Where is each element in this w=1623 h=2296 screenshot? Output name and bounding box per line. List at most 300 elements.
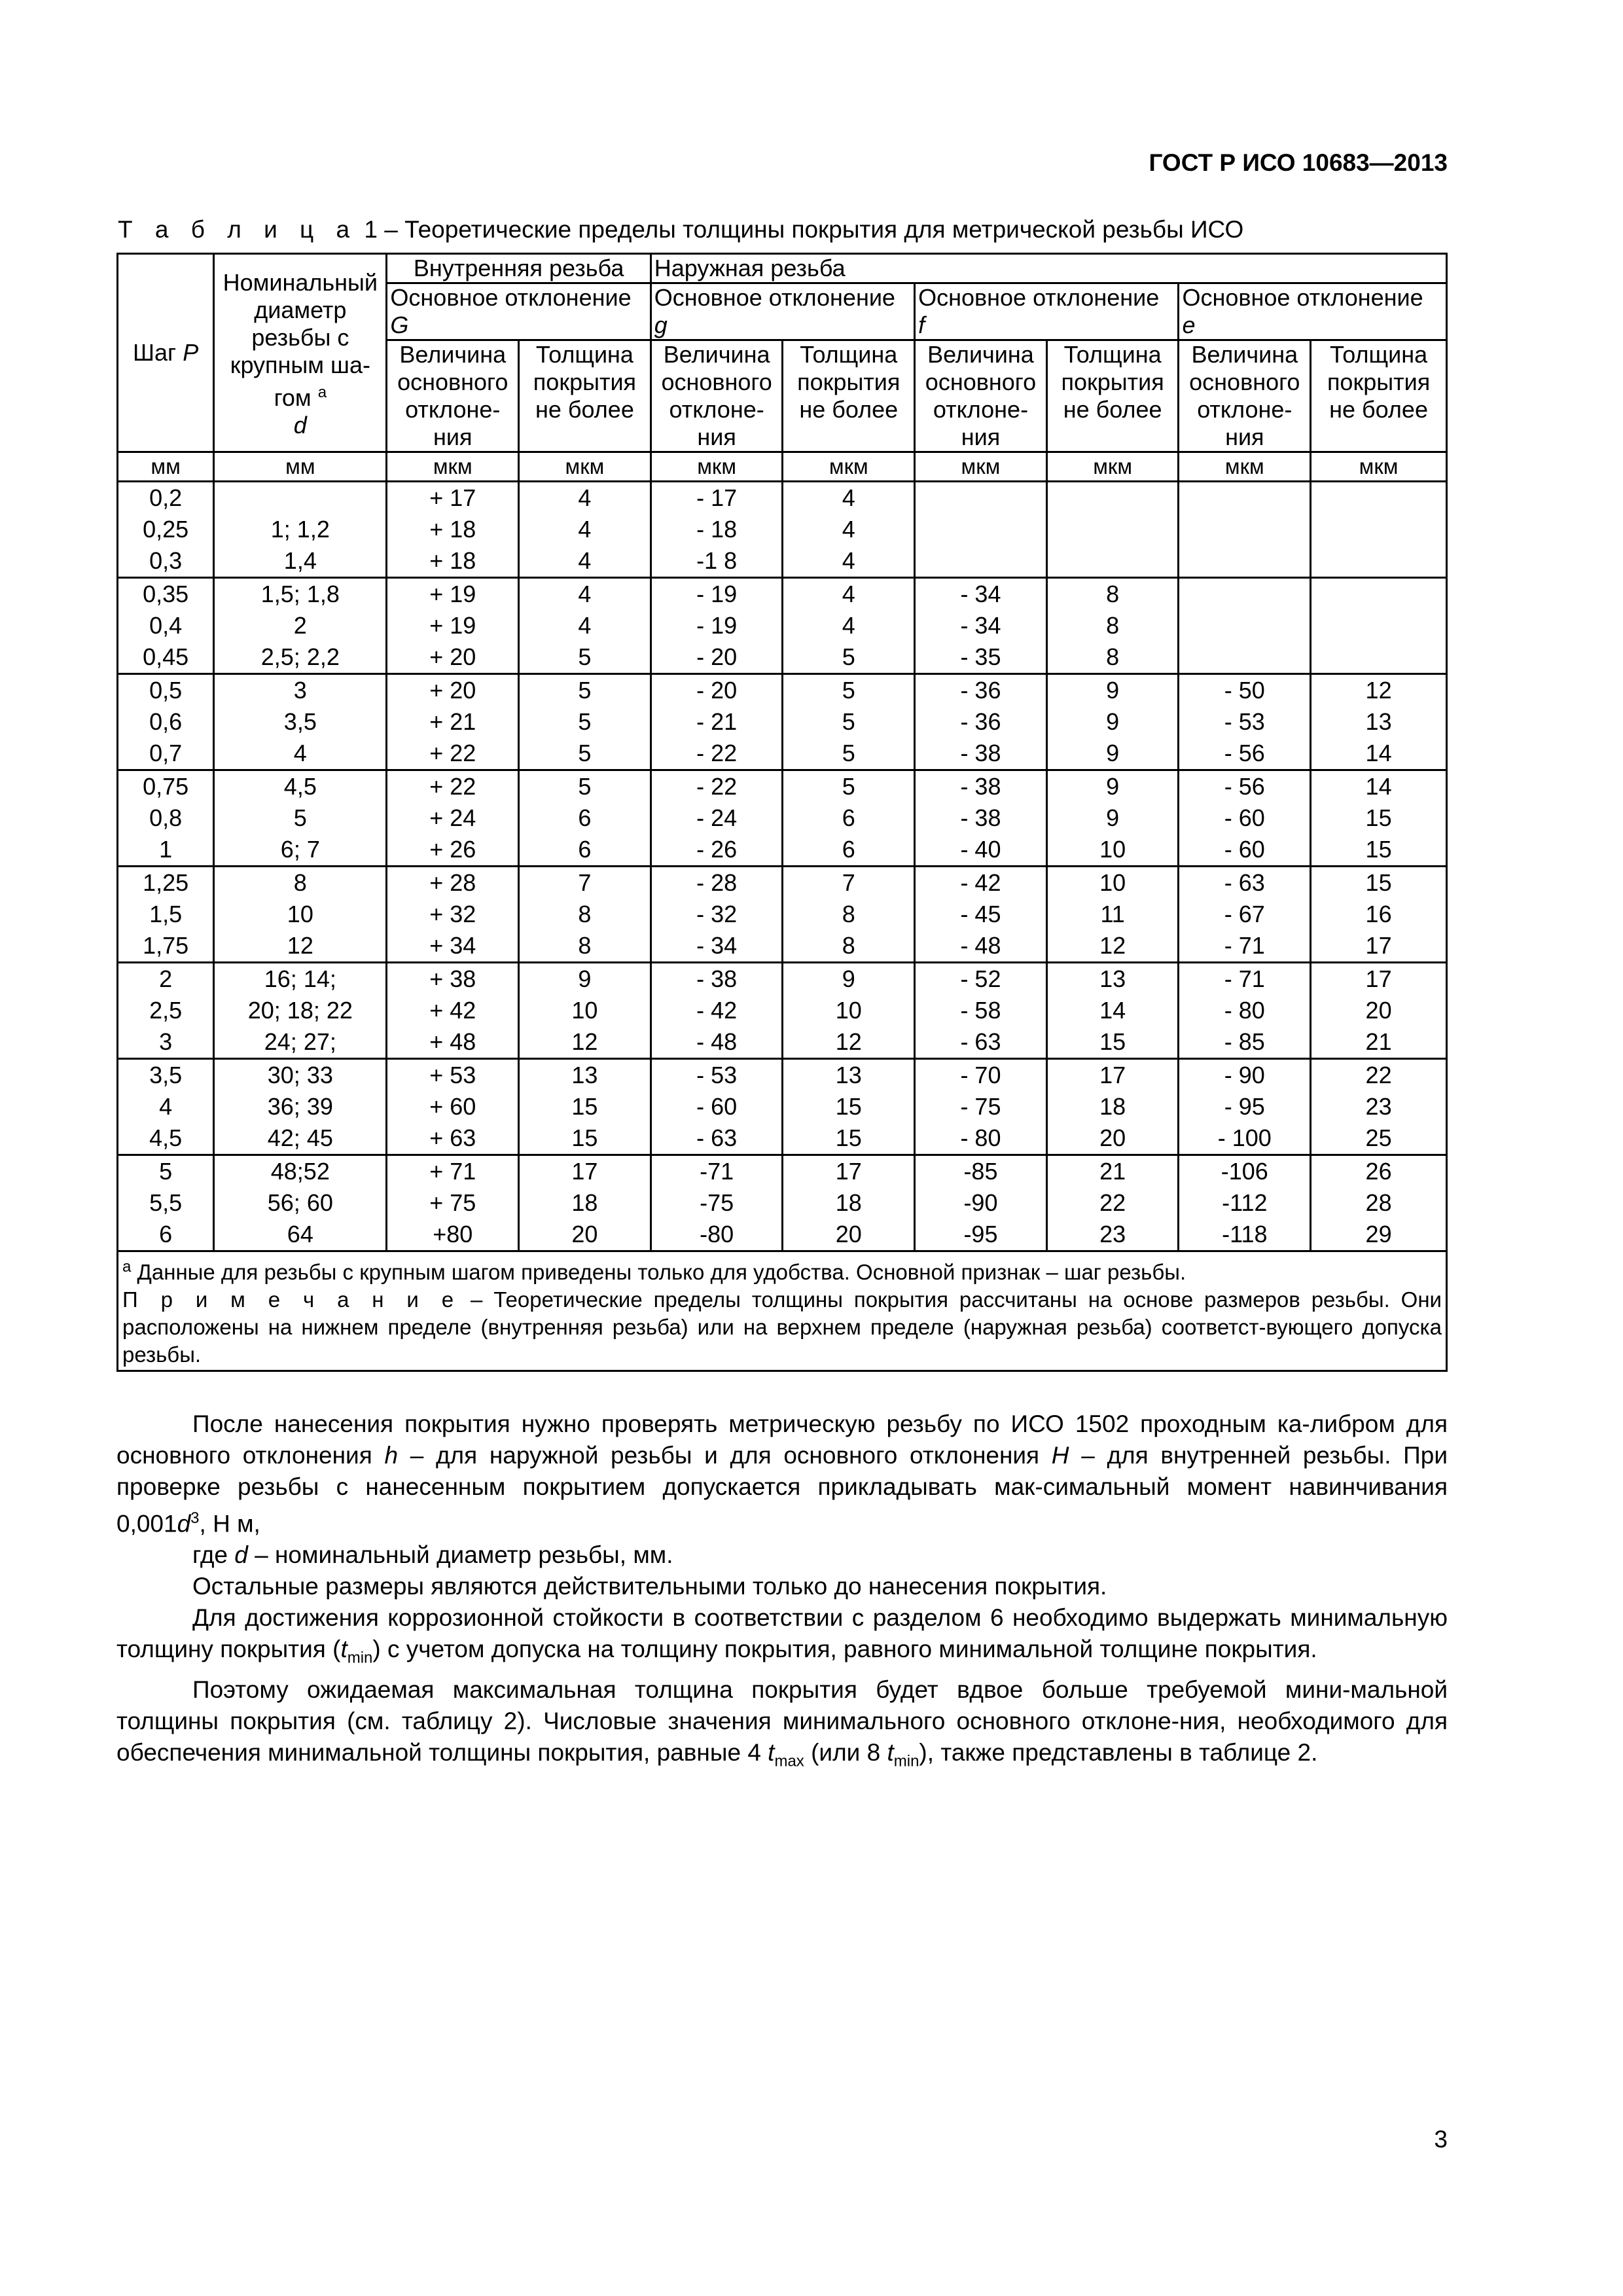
cell-value: - 75 <box>960 1093 1001 1120</box>
cell-value: 5 <box>842 708 855 735</box>
cell-g-t <box>783 770 915 867</box>
cell-value: 56; 60 <box>267 1189 333 1216</box>
cell-value: 2 <box>293 612 307 639</box>
cell-value: 5 <box>293 804 307 831</box>
cell-value: - 22 <box>696 773 738 800</box>
cell-value: 0,5 <box>149 677 183 704</box>
cell-value: - 17 <box>696 484 738 511</box>
cell-value: - 48 <box>960 932 1001 959</box>
cell-g-dev <box>651 482 783 578</box>
cell-value: - 56 <box>1224 773 1265 800</box>
cell-value: - 67 <box>1224 901 1265 927</box>
cell-e-dev <box>1179 482 1311 578</box>
cell-value: - 48 <box>696 1028 738 1055</box>
cell-value: 30; 33 <box>267 1062 333 1088</box>
cell-value: 48;52 <box>270 1158 330 1185</box>
cell-value: 2,5 <box>149 997 183 1024</box>
cell-f-t <box>1046 674 1179 770</box>
cell-value: 4 <box>578 547 592 574</box>
cell-value: - 63 <box>696 1124 738 1151</box>
cell-d <box>214 482 387 578</box>
cell-value: 4,5 <box>149 1124 183 1151</box>
cell-value: 7 <box>578 869 592 896</box>
cell-f-dev <box>915 482 1047 578</box>
cell-value: - 32 <box>696 901 738 927</box>
cell-value: 5 <box>842 740 855 766</box>
cell-value <box>1314 514 1443 545</box>
cell-value: +80 <box>433 1221 473 1247</box>
cell-value: 8 <box>1106 581 1120 607</box>
cell-e-dev <box>1179 770 1311 867</box>
header-thickness-f: Толщина покрытия не более <box>1046 340 1179 452</box>
cell-value: 18 <box>1099 1093 1126 1120</box>
cell-value: 2 <box>159 965 173 992</box>
cell-value: 28 <box>1365 1189 1392 1216</box>
cell-value: 13 <box>1099 965 1126 992</box>
cell-value: 12 <box>287 932 313 959</box>
cell-value: 6 <box>842 836 855 863</box>
header-value-f: Величина основного отклоне- ния <box>915 340 1047 452</box>
cell-value <box>1182 641 1307 673</box>
cell-value: 21 <box>1365 1028 1392 1055</box>
cell-e-t <box>1311 867 1447 963</box>
table-caption-label: Т а б л и ц а <box>118 216 358 243</box>
cell-value: + 28 <box>429 869 476 896</box>
cell-f-dev <box>915 867 1047 963</box>
cell-value: - 71 <box>1224 932 1265 959</box>
unit-cell: мкм <box>783 452 915 482</box>
cell-g-t <box>519 963 651 1059</box>
cell-value: 14 <box>1099 997 1126 1024</box>
cell-value: - 80 <box>1224 997 1265 1024</box>
cell-value: 5 <box>842 643 855 670</box>
cell-e-t <box>1311 578 1447 674</box>
cell-value <box>1050 545 1175 577</box>
cell-value: + 18 <box>429 516 476 543</box>
cell-g-t <box>783 867 915 963</box>
cell-value: - 90 <box>1224 1062 1265 1088</box>
cell-g-t <box>783 482 915 578</box>
cell-value: 22 <box>1365 1062 1392 1088</box>
cell-value <box>1050 482 1175 514</box>
cell-value: + 71 <box>429 1158 476 1185</box>
cell-f-dev <box>915 1155 1047 1251</box>
cell-value: 0,35 <box>143 581 189 607</box>
cell-value: 4 <box>842 516 855 543</box>
cell-value: + 60 <box>429 1093 476 1120</box>
cell-f-t <box>1046 867 1179 963</box>
document-code: ГОСТ Р ИСО 10683—2013 <box>1149 149 1448 176</box>
cell-value: 10 <box>835 997 862 1024</box>
paragraph-corrosion: Для достижения коррозионной стойкости в соответствии с разделом 6 необходимо выдержать минимальную толщину покрытия $(t_{min})$ с учетом допуска на толщину покрытия, равного минимальной толщине покрытия. <box>116 1604 1448 1667</box>
cell-g-t <box>519 1155 651 1251</box>
cell-pitch <box>118 674 214 770</box>
header-deviation-G: Основное отклонение G <box>387 283 651 340</box>
cell-value: - 50 <box>1224 677 1265 704</box>
cell-value: - 34 <box>960 612 1001 639</box>
cell-value <box>918 545 1043 577</box>
cell-f-dev <box>915 578 1047 674</box>
header-thickness-e: Толщина покрытия не более <box>1311 340 1447 452</box>
table-note-row <box>118 1251 1447 1371</box>
header-deviation-f: Основное отклонение f <box>915 283 1179 340</box>
cell-value: 11 <box>1100 901 1125 927</box>
cell-value <box>1314 482 1443 514</box>
cell-g-t <box>783 1059 915 1155</box>
cell-value: 18 <box>835 1189 862 1216</box>
cell-f-t <box>1046 1155 1179 1251</box>
header-external-thread: Наружная резьба <box>651 254 1446 283</box>
cell-value: 12 <box>1365 677 1392 704</box>
cell-value: 26 <box>1365 1158 1392 1185</box>
cell-g-t <box>783 963 915 1059</box>
cell-value: 20 <box>1099 1124 1126 1151</box>
cell-f-t <box>1046 1059 1179 1155</box>
cell-value: 9 <box>1106 708 1120 735</box>
cell-value: - 34 <box>960 581 1001 607</box>
cell-value: 29 <box>1365 1221 1392 1247</box>
cell-value: 4 <box>578 484 592 511</box>
cell-value: 17 <box>571 1158 598 1185</box>
cell-g-t <box>519 770 651 867</box>
cell-value: - 19 <box>696 612 738 639</box>
cell-value: -1 8 <box>696 547 738 574</box>
cell-value: + 75 <box>429 1189 476 1216</box>
cell-pitch <box>118 1059 214 1155</box>
cell-e-dev <box>1179 578 1311 674</box>
unit-cell: мкм <box>1179 452 1311 482</box>
cell-g-dev <box>387 1059 519 1155</box>
cell-e-t <box>1311 963 1447 1059</box>
cell-value: 3 <box>293 677 307 704</box>
cell-value: 6 <box>578 804 592 831</box>
cell-value: 9 <box>578 965 592 992</box>
header-thickness-G: Толщина покрытия не более <box>519 340 651 452</box>
cell-value: 20 <box>571 1221 598 1247</box>
cell-value: 15 <box>1365 836 1392 863</box>
cell-value: 1,5; 1,8 <box>260 581 340 607</box>
header-value-g: Величина основного отклоне- ния <box>651 340 783 452</box>
cell-value: - 21 <box>696 708 738 735</box>
cell-value: 4 <box>842 547 855 574</box>
cell-value <box>1314 641 1443 673</box>
cell-value: 4 <box>578 516 592 543</box>
cell-value: + 63 <box>429 1124 476 1151</box>
cell-value: + 32 <box>429 901 476 927</box>
unit-cell: мкм <box>387 452 519 482</box>
table-row-group <box>118 963 1447 1059</box>
cell-d <box>214 1155 387 1251</box>
header-deviation-e: Основное отклонение e <box>1179 283 1447 340</box>
cell-f-t <box>1046 963 1179 1059</box>
table-footnote: $^a$ Данные для резьбы с крупным шагом приведены только для удобства. Основной признак – шаг резьбы. <box>122 1258 1186 1284</box>
cell-value: 17 <box>1365 965 1392 992</box>
cell-e-t <box>1311 674 1447 770</box>
cell-value: - 28 <box>696 869 738 896</box>
paragraph-max-thickness: Поэтому ожидаемая максимальная толщина покрытия будет вдвое больше требуемой мини-мальной толщины покрытия (см. таблицу 2). Числовые значения минимального основного отклоне-ния, необходимого для обеспечения минимальной толщины покрытия, равные 4 $t_{max}$ (или 8 $t_{min}$), также представлены в таблице 2. <box>116 1676 1448 1770</box>
cell-value: - 26 <box>696 836 738 863</box>
units-row <box>118 452 1447 482</box>
cell-value: 15 <box>835 1093 862 1120</box>
cell-value <box>1314 610 1443 641</box>
cell-value: + 38 <box>429 965 476 992</box>
cell-d <box>214 1059 387 1155</box>
header-value-e: Величина основного отклоне- ния <box>1179 340 1311 452</box>
cell-value: -118 <box>1222 1221 1268 1247</box>
cell-value: 5 <box>578 740 592 766</box>
cell-value: 21 <box>1099 1158 1126 1185</box>
cell-value: 0,4 <box>149 612 183 639</box>
cell-g-t <box>783 674 915 770</box>
cell-value: 9 <box>1106 677 1120 704</box>
cell-value: 12 <box>835 1028 862 1055</box>
cell-value: 13 <box>1365 708 1392 735</box>
cell-value: 17 <box>1099 1062 1126 1088</box>
cell-value: - 80 <box>960 1124 1001 1151</box>
cell-e-t <box>1311 1059 1447 1155</box>
cell-value <box>1182 514 1307 545</box>
cell-value: 16 <box>1365 901 1392 927</box>
cell-value: 10 <box>571 997 598 1024</box>
cell-value: 3 <box>159 1028 173 1055</box>
cell-value: 20 <box>835 1221 862 1247</box>
cell-value: 7 <box>842 869 855 896</box>
cell-value: 24; 27; <box>264 1028 336 1055</box>
paragraph-other-dimensions: Остальные размеры являются действительными только до нанесения покрытия. <box>192 1573 1107 1600</box>
table-note: П р и м е ч а н и е – Теоретические пределы толщины покрытия рассчитаны на основе размеров резьбы. Они расположены на нижнем пределе (внутренняя резьба) или на верхнем пределе (наружная резьба) соответст-вующего допуска резьбы. <box>122 1287 1442 1367</box>
cell-e-t <box>1311 482 1447 578</box>
cell-value: 9 <box>1106 773 1120 800</box>
cell-value: - 56 <box>1224 740 1265 766</box>
cell-value: - 34 <box>696 932 738 959</box>
cell-value: 15 <box>571 1093 598 1120</box>
cell-value: 5 <box>578 708 592 735</box>
cell-f-dev <box>915 770 1047 867</box>
cell-g-dev <box>387 578 519 674</box>
cell-value: + 48 <box>429 1028 476 1055</box>
cell-value: 15 <box>571 1124 598 1151</box>
cell-value: + 19 <box>429 612 476 639</box>
cell-value: - 38 <box>960 740 1001 766</box>
cell-value <box>1182 579 1307 610</box>
table-caption-text: 1 – Теоретические пределы толщины покрытия для метрической резьбы ИСО <box>357 216 1244 243</box>
table-caption <box>118 216 1243 243</box>
header-row-1 <box>118 254 1447 283</box>
cell-value: 8 <box>578 901 592 927</box>
cell-d <box>214 578 387 674</box>
unit-cell: мм <box>214 452 387 482</box>
cell-value <box>918 514 1043 545</box>
cell-g-dev <box>387 867 519 963</box>
cell-f-t <box>1046 482 1179 578</box>
cell-value: 23 <box>1099 1221 1126 1247</box>
cell-value: - 53 <box>1224 708 1265 735</box>
cell-value: + 18 <box>429 547 476 574</box>
cell-value: 5 <box>842 773 855 800</box>
cell-value: - 100 <box>1217 1124 1272 1151</box>
cell-value <box>1314 545 1443 577</box>
cell-value: 10 <box>1099 869 1126 896</box>
cell-value: - 36 <box>960 677 1001 704</box>
cell-value: 0,3 <box>149 547 183 574</box>
cell-value <box>1182 482 1307 514</box>
cell-value: 8 <box>842 901 855 927</box>
page-number: 3 <box>1434 2126 1448 2153</box>
cell-value: - 95 <box>1224 1093 1265 1120</box>
unit-cell: мкм <box>1311 452 1447 482</box>
cell-pitch <box>118 578 214 674</box>
cell-e-t <box>1311 1155 1447 1251</box>
cell-value: + 17 <box>429 484 476 511</box>
cell-d <box>214 770 387 867</box>
cell-value: - 60 <box>696 1093 738 1120</box>
cell-value: + 26 <box>429 836 476 863</box>
cell-f-t <box>1046 578 1179 674</box>
cell-value: 0,8 <box>149 804 183 831</box>
cell-value: 8 <box>293 869 307 896</box>
header-thickness-g: Толщина покрытия не более <box>783 340 915 452</box>
cell-value: + 53 <box>429 1062 476 1088</box>
cell-value: - 38 <box>696 965 738 992</box>
cell-value: 23 <box>1365 1093 1392 1120</box>
cell-d <box>214 674 387 770</box>
cell-value: - 20 <box>696 643 738 670</box>
cell-value: - 38 <box>960 773 1001 800</box>
cell-value: 0,2 <box>149 484 183 511</box>
cell-value: 4 <box>578 612 592 639</box>
cell-value: + 20 <box>429 643 476 670</box>
cell-value: 1,75 <box>143 932 189 959</box>
cell-f-dev <box>915 963 1047 1059</box>
table-row-group <box>118 1059 1447 1155</box>
cell-pitch <box>118 482 214 578</box>
cell-value: 15 <box>1099 1028 1126 1055</box>
cell-value: 1,25 <box>143 869 189 896</box>
cell-e-dev <box>1179 674 1311 770</box>
cell-e-t <box>1311 770 1447 867</box>
cell-value: 12 <box>1099 932 1126 959</box>
cell-g-t <box>519 482 651 578</box>
cell-value: 5 <box>159 1158 173 1185</box>
cell-value: 6; 7 <box>280 836 320 863</box>
cell-value <box>1050 514 1175 545</box>
table-row-group <box>118 1155 1447 1251</box>
header-pitch: Шаг P <box>118 254 214 452</box>
header-nominal-diameter: Номинальный диаметр резьбы с крупным ша- гом $^a$ d <box>214 254 387 452</box>
cell-f-dev <box>915 674 1047 770</box>
cell-value: 6 <box>578 836 592 863</box>
cell-value: 12 <box>571 1028 598 1055</box>
cell-value: 6 <box>842 804 855 831</box>
cell-value: 20; 18; 22 <box>247 997 353 1024</box>
cell-g-t <box>519 578 651 674</box>
cell-value: -85 <box>963 1158 998 1185</box>
cell-value: 0,25 <box>143 516 189 543</box>
header-deviation-g: Основное отклонение g <box>651 283 914 340</box>
cell-value: - 71 <box>1224 965 1265 992</box>
cell-value: 13 <box>835 1062 862 1088</box>
cell-value: 0,75 <box>143 773 189 800</box>
cell-value: - 35 <box>960 643 1001 670</box>
cell-value: - 40 <box>960 836 1001 863</box>
cell-value: 4 <box>842 581 855 607</box>
table-data-body <box>118 482 1447 1251</box>
cell-g-dev <box>387 770 519 867</box>
cell-value: -71 <box>700 1158 734 1185</box>
cell-value <box>1314 579 1443 610</box>
cell-value: - 38 <box>960 804 1001 831</box>
unit-cell: мкм <box>519 452 651 482</box>
cell-value: 9 <box>1106 804 1120 831</box>
cell-value: 8 <box>1106 612 1120 639</box>
paragraph-where-d: где d – номинальный диаметр резьбы, мм. <box>192 1541 673 1569</box>
cell-value: - 63 <box>960 1028 1001 1055</box>
cell-g-dev <box>651 578 783 674</box>
cell-g-dev <box>651 674 783 770</box>
cell-value: 14 <box>1365 740 1392 766</box>
unit-cell: мм <box>118 452 214 482</box>
table-row-group <box>118 867 1447 963</box>
cell-g-t <box>519 1059 651 1155</box>
cell-value: - 52 <box>960 965 1001 992</box>
cell-value: - 60 <box>1224 804 1265 831</box>
cell-value: - 20 <box>696 677 738 704</box>
cell-value: -95 <box>963 1221 998 1247</box>
cell-value: -90 <box>963 1189 998 1216</box>
cell-value: 16; 14; <box>264 965 336 992</box>
cell-value: 8 <box>1106 643 1120 670</box>
cell-value: 5,5 <box>149 1189 183 1216</box>
cell-value: 10 <box>287 901 313 927</box>
table-row-group <box>118 578 1447 674</box>
cell-value: - 19 <box>696 581 738 607</box>
cell-value: 2,5; 2,2 <box>260 643 340 670</box>
cell-value: + 21 <box>429 708 476 735</box>
cell-e-dev <box>1179 963 1311 1059</box>
cell-value: 17 <box>835 1158 862 1185</box>
cell-value: + 24 <box>429 804 476 831</box>
cell-value: 14 <box>1365 773 1392 800</box>
cell-value: 1,5 <box>149 901 183 927</box>
cell-value: 0,7 <box>149 740 183 766</box>
cell-value: - 70 <box>960 1062 1001 1088</box>
cell-g-t <box>783 1155 915 1251</box>
cell-value: 25 <box>1365 1124 1392 1151</box>
cell-f-dev <box>915 1059 1047 1155</box>
cell-value: 17 <box>1365 932 1392 959</box>
cell-value: 22 <box>1099 1189 1126 1216</box>
cell-value: - 85 <box>1224 1028 1265 1055</box>
cell-value: 1 <box>159 836 173 863</box>
cell-value: 10 <box>1099 836 1126 863</box>
cell-value: 1; 1,2 <box>270 516 330 543</box>
paragraph-gauge-check: После нанесения покрытия нужно проверять метрическую резьбу по ИСО 1502 проходным ка-либром для основного отклонения h – для наружной резьбы и для основного отклонения H – для внутренней резьбы. При проверке резьбы с нанесенным покрытием допускается прикладывать мак-симальный момент навинчивания $0,001d^3$, Н м, <box>116 1410 1448 1537</box>
cell-value: 42; 45 <box>267 1124 333 1151</box>
cell-value: 20 <box>1365 997 1392 1024</box>
cell-g-dev <box>651 770 783 867</box>
cell-value: 9 <box>1106 740 1120 766</box>
cell-value: 5 <box>578 677 592 704</box>
cell-value: 3,5 <box>149 1062 183 1088</box>
cell-value: + 19 <box>429 581 476 607</box>
cell-value <box>918 482 1043 514</box>
cell-value: 4 <box>293 740 307 766</box>
cell-value: + 22 <box>429 773 476 800</box>
cell-value: 13 <box>571 1062 598 1088</box>
cell-value: 18 <box>571 1189 598 1216</box>
cell-e-dev <box>1179 867 1311 963</box>
cell-g-dev <box>387 482 519 578</box>
